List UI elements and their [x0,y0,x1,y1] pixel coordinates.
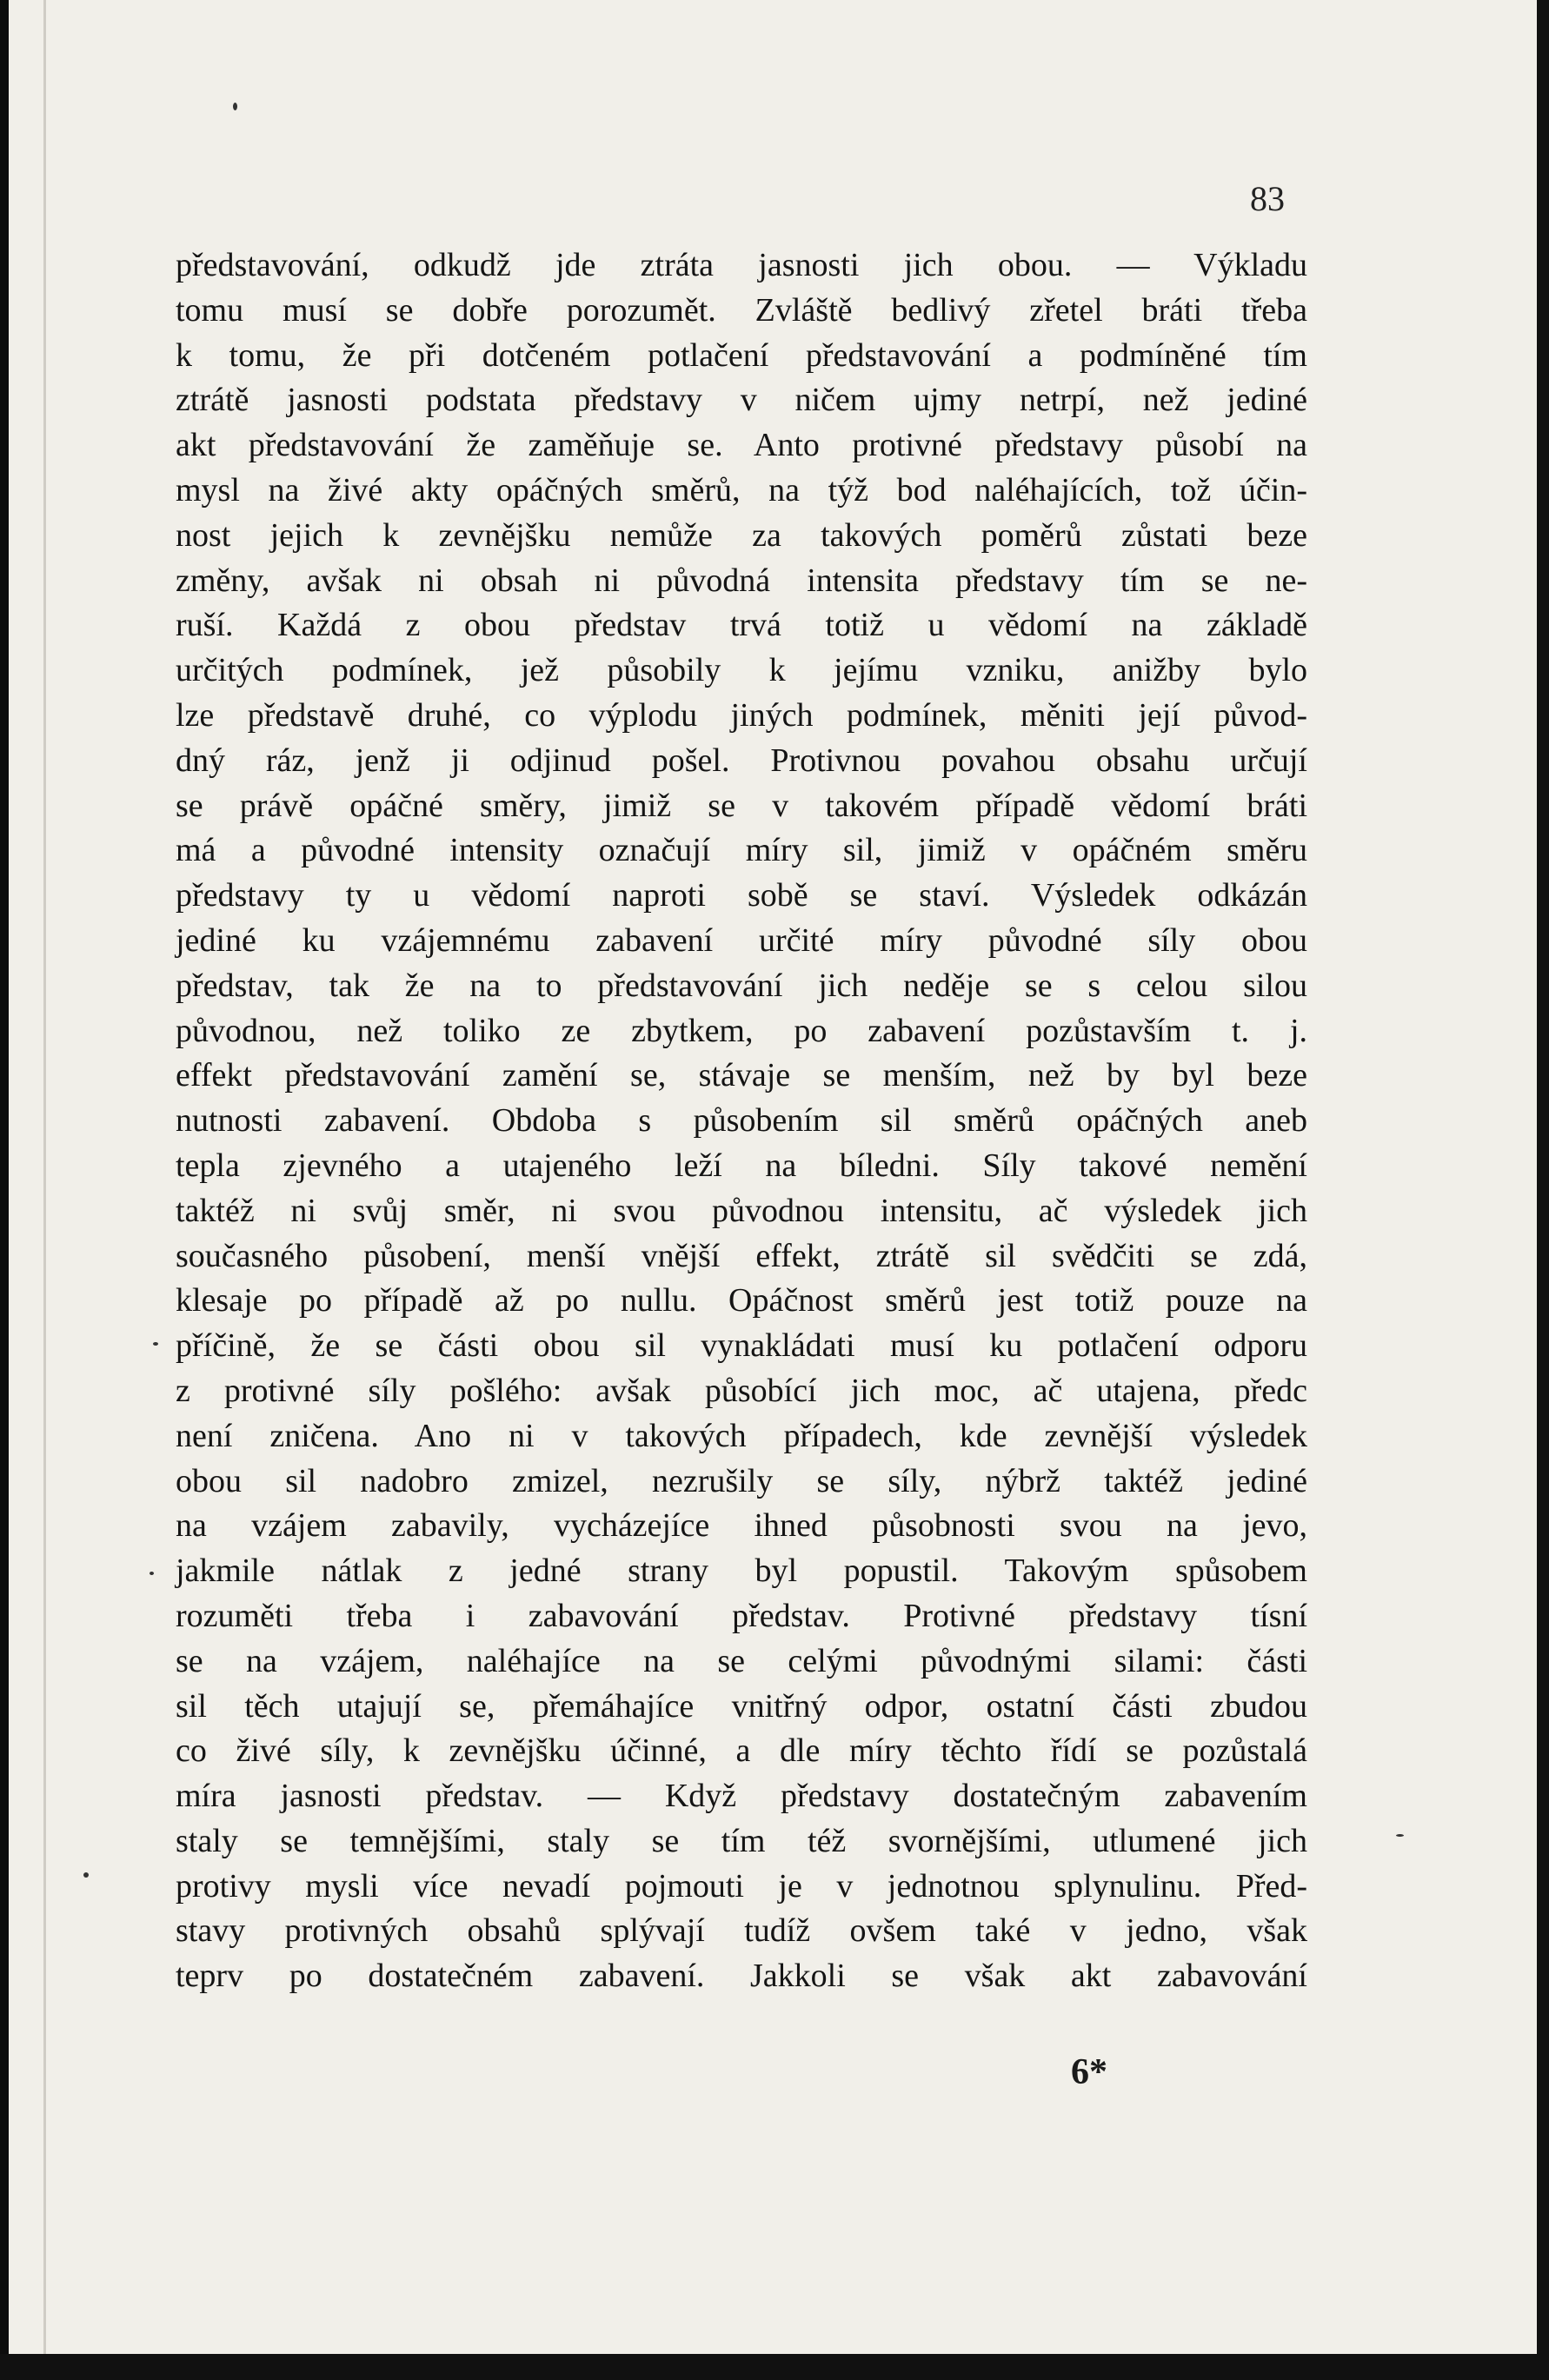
scan-border-left [0,0,9,2380]
text-line: nost jejich k zevnějšku nemůže za takových poměrů zůstati beze [176,516,1307,554]
text-line: ruší. Každá z obou představ trvá totiž u vědomí na základě [176,607,1307,644]
text-line: mysl na živé akty opáčných směrů, na týž bod naléhajících, tož účin- [176,471,1307,509]
text-line: tepla zjevného a utajeného leží na bíledni. Síly takové nemění [176,1147,1307,1184]
text-line: effekt představování zamění se, stávaje se menším, než by byl beze [176,1057,1307,1094]
text-line: sil těch utajují se, přemáhajíce vnitřný odpor, ostatní části zbudou [176,1687,1307,1725]
text-line: představy ty u vědomí naproti sobě se staví. Výsledek odkázán [176,877,1307,914]
text-line: není zničena. Ano ni v takových případech, kde zevnější výsledek [176,1417,1307,1454]
text-line: představ, tak že na to představování jich neděje se s celou silou [176,967,1307,1004]
text-line: se právě opáčné směry, jimiž se v takovém případě vědomí bráti [176,787,1307,824]
text-line: na vzájem zabavily, vycházejíce ihned působnosti svou na jevo, [176,1507,1307,1545]
text-line: představování, odkudž jde ztráta jasnosti jich obou. — Výkladu [176,247,1307,283]
text-line: tomu musí se dobře porozumět. Zvláště bedlivý zřetel bráti třeba [176,291,1307,329]
text-line: jediné ku vzájemnému zabavení určité míry původné síly obou [176,921,1307,959]
text-line: stavy protivných obsahů splývají tudíž ovšem také v jedno, však [176,1912,1307,1950]
page-number: 83 [1250,179,1285,218]
text-line: ztrátě jasnosti podstata představy v ničem ujmy netrpí, než jediné [176,382,1307,419]
text-line: jakmile nátlak z jedné strany byl popustil. Takovým spůsobem [176,1552,1307,1590]
text-line: lze představě druhé, co výplodu jiných podmínek, měniti její původ- [176,696,1307,734]
body-text [176,243,1307,1999]
text-line: původnou, než toliko ze zbytkem, po zabavení pozůstavším t. j. [176,1012,1307,1049]
text-line: příčině, že se části obou sil vynakládati musí ku potlačení odporu [176,1327,1307,1365]
text-line: obou sil nadobro zmizel, nezrušily se síly, nýbrž taktéž jediné [176,1462,1307,1499]
text-line: má a původné intensity označují míry sil, jimiž v opáčném směru [176,832,1307,869]
text-line: nutnosti zabavení. Obdoba s působením sil směrů opáčných aneb [176,1102,1307,1140]
text-line: dný ráz, jenž ji odjinud pošel. Protivnou povahou obsahu určují [176,741,1307,779]
text-line: k tomu, že při dotčeném potlačení představování a podmíněné tím [176,336,1307,374]
text-line: teprv po dostatečném zabavení. Jakkoli se však akt zabavování [176,1958,1307,1995]
book-page [9,0,1537,2354]
stray-mark [233,103,237,110]
text-line: taktéž ni svůj směr, ni svou původnou intensitu, ač výsledek jich [176,1192,1307,1229]
text-line: z protivné síly pošlého: avšak působící jich moc, ač utajena, předc [176,1372,1307,1409]
text-line: rozuměti třeba i zabavování představ. Protivné představy tísní [176,1597,1307,1634]
stray-mark [153,1342,158,1346]
text-line: staly se temnějšími, staly se tím též svornějšími, utlumené jich [176,1822,1307,1859]
page-gutter-line [43,0,46,2354]
text-line: současného působení, menší vnější effekt, ztrátě sil svědčiti se zdá, [176,1237,1307,1274]
stray-mark [1396,1834,1404,1837]
text-line: určitých podmínek, jež působily k jejímu vzniku, anižby bylo [176,652,1307,689]
text-line: akt představování že zaměňuje se. Anto protivné představy působí na [176,427,1307,464]
text-line: míra jasnosti představ. — Když představy dostatečným zabavením [176,1778,1307,1815]
signature-mark: 6* [1071,2052,1107,2092]
text-line: změny, avšak ni obsah ni původná intensita představy tím se ne- [176,562,1307,599]
stray-mark [150,1572,154,1575]
text-line: protivy mysli více nevadí pojmouti je v jednotnou splynulinu. Před- [176,1867,1307,1905]
text-line: klesaje po případě až po nullu. Opáčnost směrů jest totiž pouze na [176,1282,1307,1320]
scan-border-right [1537,0,1549,2380]
stray-mark [83,1872,89,1878]
scan-border-bottom [0,2354,1549,2380]
text-line: se na vzájem, naléhajíce na se celými původnými silami: části [176,1642,1307,1679]
text-line: co živé síly, k zevnějšku účinné, a dle míry těchto řídí se pozůstalá [176,1732,1307,1770]
